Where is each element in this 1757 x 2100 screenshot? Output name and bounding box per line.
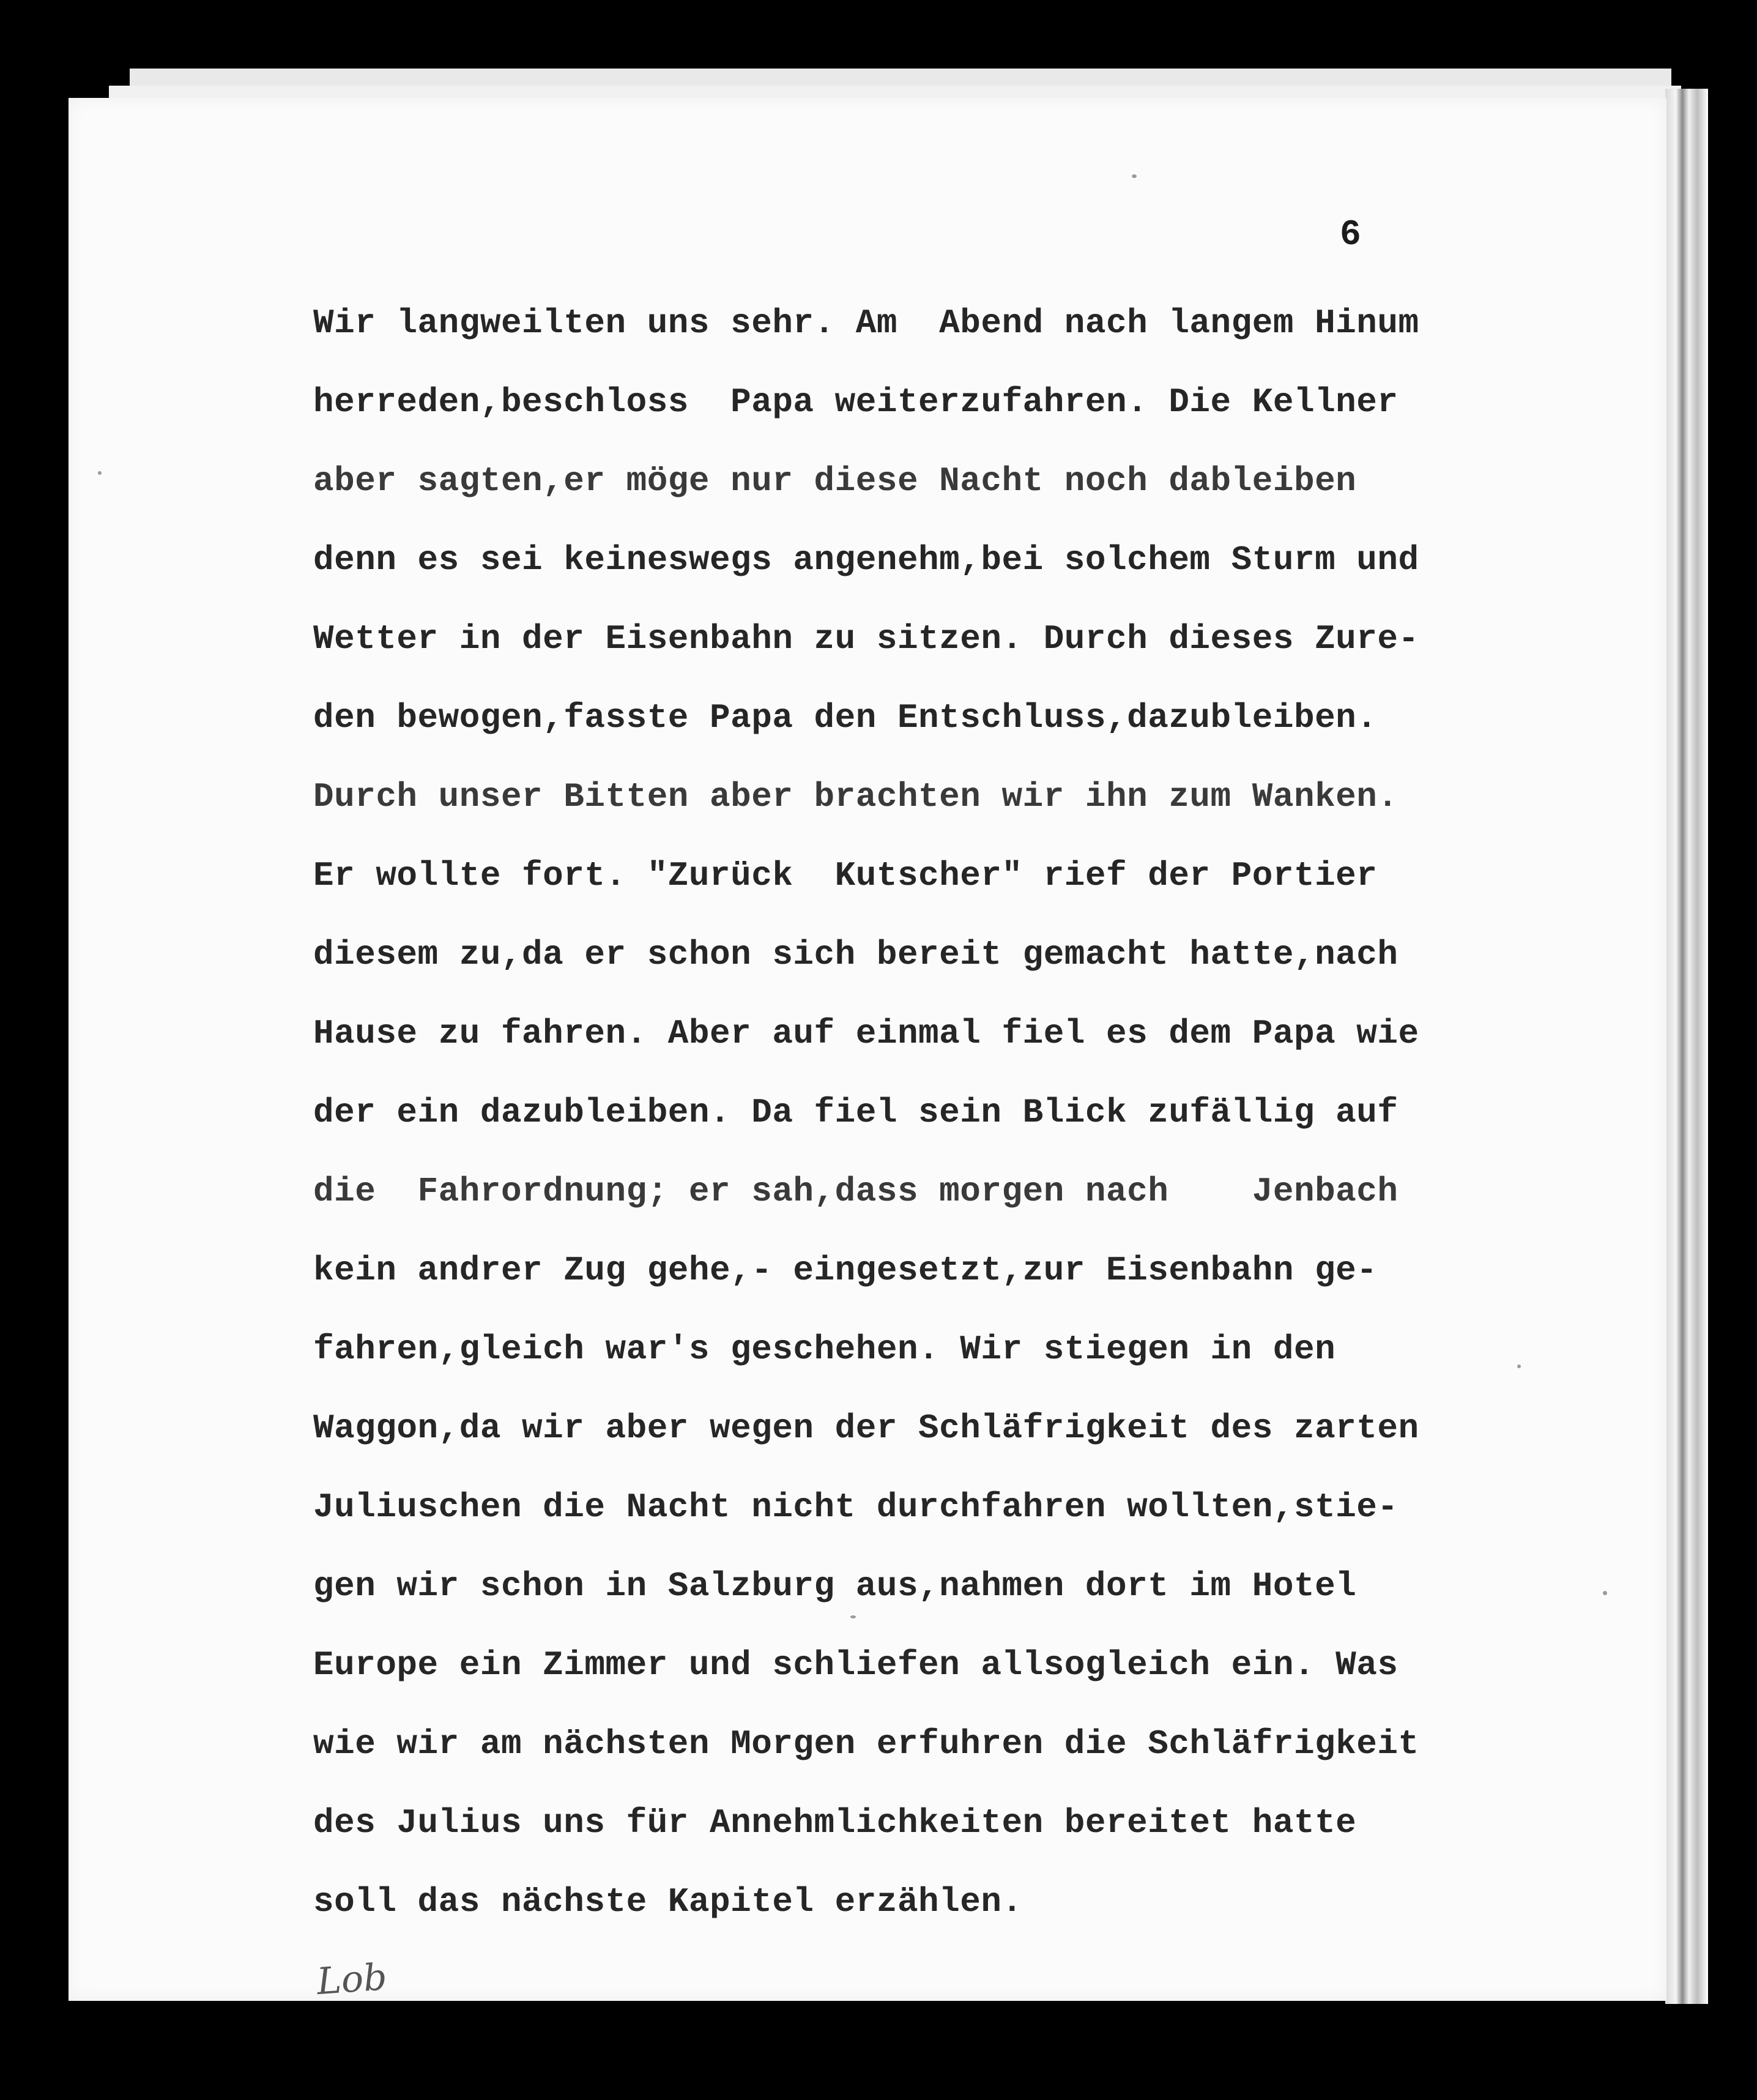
text-line: fahren,gleich war's geschehen. Wir stiegen in den (313, 1330, 1336, 1369)
page-number: 6 (1340, 215, 1361, 255)
text-line: denn es sei keineswegs angenehm,bei solchem Sturm und (313, 540, 1419, 579)
text-line: der ein dazubleiben. Da fiel sein Blick zufällig auf (313, 1093, 1399, 1132)
scan-speck (1517, 1365, 1521, 1368)
text-line: Er wollte fort. "Zurück Kutscher" rief der Portier (313, 856, 1378, 895)
text-line: kein andrer Zug gehe,- eingesetzt,zur Eisenbahn ge- (313, 1251, 1378, 1290)
text-line: Hause zu fahren. Aber auf einmal fiel es dem Papa wie (313, 1014, 1419, 1053)
scan-speck (850, 1615, 856, 1618)
handwritten-margin-note: Lob (315, 1956, 388, 2003)
text-line: wie wir am nächsten Morgen erfuhren die Schläfrigkeit (313, 1724, 1419, 1763)
text-line: aber sagten,er möge nur diese Nacht noch dableiben (313, 461, 1357, 501)
text-line: Europe ein Zimmer und schliefen allsogleich ein. Was (313, 1645, 1399, 1685)
scan-speck (98, 471, 102, 475)
text-line: Wir langweilten uns sehr. Am Abend nach langem Hinum (313, 303, 1419, 343)
text-line: Wetter in der Eisenbahn zu sitzen. Durch dieses Zure- (313, 619, 1419, 658)
text-line: den bewogen,fasste Papa den Entschluss,dazubleiben. (313, 698, 1378, 737)
text-line: Juliuschen die Nacht nicht durchfahren wollten,stie- (313, 1488, 1399, 1527)
text-line: Waggon,da wir aber wegen der Schläfrigkeit des zarten (313, 1409, 1419, 1448)
text-line: diesem zu,da er schon sich bereit gemacht hatte,nach (313, 935, 1399, 974)
scan-speck (1132, 174, 1137, 178)
text-line: gen wir schon in Salzburg aus,nahmen dort im Hotel (313, 1566, 1357, 1606)
stacked-page-edges (1665, 89, 1708, 2004)
text-line: die Fahrordnung; er sah,dass morgen nach Jenbach (313, 1172, 1399, 1211)
text-line: soll das nächste Kapitel erzählen. (313, 1882, 1023, 1921)
scan-speck (1603, 1591, 1607, 1595)
text-line: des Julius uns für Annehmlichkeiten bereitet hatte (313, 1803, 1357, 1842)
typewritten-text (313, 292, 1622, 1950)
text-line: herreden,beschloss Papa weiterzufahren. Die Kellner (313, 382, 1399, 422)
text-line: Durch unser Bitten aber brachten wir ihn zum Wanken. (313, 777, 1399, 816)
